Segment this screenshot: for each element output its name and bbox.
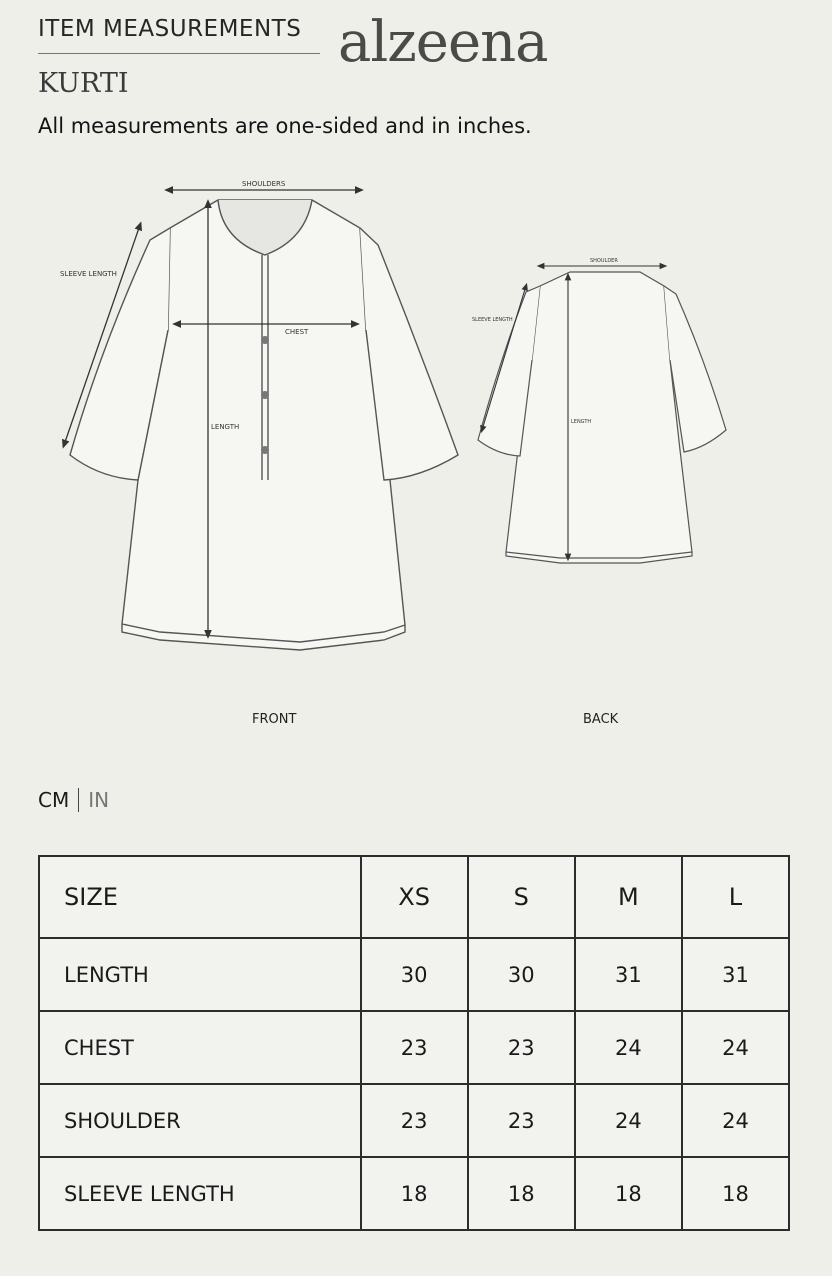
table-header-cell: SIZE <box>39 856 361 938</box>
row-label: SLEEVE LENGTH <box>39 1157 361 1230</box>
table-cell: 24 <box>575 1084 682 1157</box>
front-caption: FRONT <box>252 712 297 727</box>
table-cell: 24 <box>682 1084 789 1157</box>
row-label: LENGTH <box>39 938 361 1011</box>
table-cell: 24 <box>682 1011 789 1084</box>
table-cell: 24 <box>575 1011 682 1084</box>
front-chest-label: CHEST <box>285 328 309 336</box>
table-row <box>39 1157 789 1230</box>
table-header-cell: S <box>468 856 575 938</box>
table-cell: 30 <box>468 938 575 1011</box>
table-header-cell: L <box>682 856 789 938</box>
table-cell: 18 <box>468 1157 575 1230</box>
table-cell: 23 <box>468 1084 575 1157</box>
unit-cm-option[interactable]: CM <box>38 788 70 812</box>
brand-logo: alzeena <box>338 10 548 75</box>
unit-in-option[interactable]: IN <box>88 788 110 812</box>
front-shoulders-label: SHOULDERS <box>242 180 286 188</box>
product-name: KURTI <box>38 68 129 99</box>
table-cell: 23 <box>361 1011 468 1084</box>
front-sleeve-label: SLEEVE LENGTH <box>60 270 117 278</box>
table-header-cell: XS <box>361 856 468 938</box>
table-cell: 31 <box>575 938 682 1011</box>
table-cell: 18 <box>575 1157 682 1230</box>
unit-toggle[interactable] <box>38 788 109 812</box>
back-caption: BACK <box>583 712 619 727</box>
back-shoulder-label: SHOULDER <box>590 258 618 264</box>
table-cell: 18 <box>682 1157 789 1230</box>
back-kurti-drawing <box>478 272 726 563</box>
back-length-label: LENGTH <box>571 419 592 425</box>
unit-divider <box>78 788 79 812</box>
front-kurti-drawing <box>70 200 458 650</box>
garment-sketch <box>0 160 832 700</box>
size-chart-table <box>38 855 790 1231</box>
table-row <box>39 1084 789 1157</box>
table-header-row <box>39 856 789 938</box>
title-divider <box>38 53 320 54</box>
table-row <box>39 1011 789 1084</box>
measurement-note: All measurements are one-sided and in inches. <box>38 114 532 138</box>
back-sleeve-label: SLEEVE LENGTH <box>472 317 513 323</box>
table-cell: 23 <box>468 1011 575 1084</box>
table-cell: 30 <box>361 938 468 1011</box>
table-cell: 23 <box>361 1084 468 1157</box>
sheet-title: ITEM MEASUREMENTS <box>38 16 302 42</box>
table-cell: 31 <box>682 938 789 1011</box>
table-cell: 18 <box>361 1157 468 1230</box>
table-row <box>39 938 789 1011</box>
row-label: SHOULDER <box>39 1084 361 1157</box>
row-label: CHEST <box>39 1011 361 1084</box>
table-header-cell: M <box>575 856 682 938</box>
front-length-label: LENGTH <box>211 423 240 431</box>
